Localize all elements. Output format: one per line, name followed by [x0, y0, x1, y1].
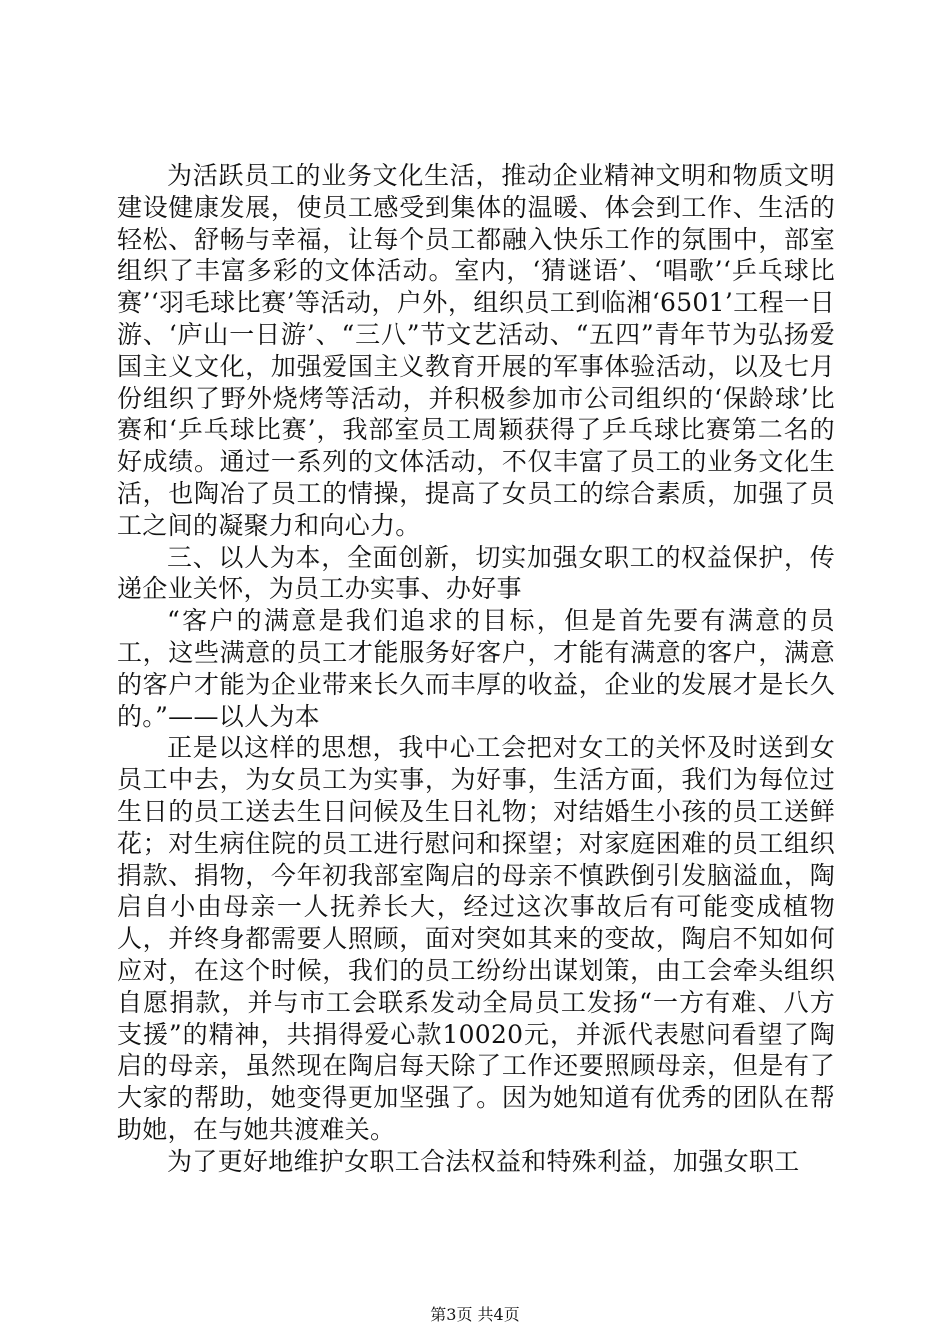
document-body: [117, 160, 835, 1178]
section-heading-three: 三、以人为本，全面创新，切实加强女职工的权益保护，传递企业关怀，为员工办实事、办好事: [117, 542, 835, 604]
paragraph-care: 正是以这样的思想，我中心工会把对女工的关怀及时送到女员工中去，为女员工为实事，为好事，生活方面，我们为每位过生日的员工送去生日问候及生日礼物；对结婚生小孩的员工送鲜花；对生病住院的员工进行慰问和探望；对家庭困难的员工组织捐款、捐物，今年初我部室陶启的母亲不慎跌倒引发脑溢血，陶启自小由母亲一人抚养长大，经过这次事故后有可能变成植物人，并终身都需要人照顾，面对突如其来的变故，陶启不知如何应对，在这个时候，我们的员工纷纷出谋划策，由工会牵头组织自愿捐款，并与市工会联系发动全局员工发扬“一方有难、八方支援”的精神，共捐得爱心款10020元，并派代表慰问看望了陶启的母亲，虽然现在陶启每天除了工作还要照顾母亲，但是有了大家的帮助，她变得更加坚强了。因为她知道有优秀的团队在帮助她，在与她共渡难关。: [117, 733, 835, 1144]
paragraph-activities: 为活跃员工的业务文化生活，推动企业精神文明和物质文明建设健康发展，使员工感受到集体的温暖、体会到工作、生活的轻松、舒畅与幸福，让每个员工都融入快乐工作的氛围中，部室组织了丰富多彩的文体活动。室内，‘猜谜语’、‘唱歌’‘乒乓球比赛’‘羽毛球比赛’等活动，户外，组织员工到临湘‘6501’工程一日游、‘庐山一日游’、“三八”节文艺活动、“五四”青年节为弘扬爱国主义文化，加强爱国主义教育开展的军事体验活动，以及七月份组织了野外烧烤等活动，并积极参加市公司组织的‘保龄球’比赛和‘乒乓球比赛’，我部室员工周颖获得了乒乓球比赛第二名的好成绩。通过一系列的文体活动，不仅丰富了员工的业务文化生活，也陶冶了员工的情操，提高了女员工的综合素质，加强了员工之间的凝聚力和向心力。: [117, 161, 835, 540]
page-number-footer: 第3页 共4页: [430, 1305, 520, 1324]
paragraph-rights: 为了更好地维护女职工合法权益和特殊利益，加强女职工: [167, 1146, 800, 1176]
paragraph-quote: “客户的满意是我们追求的目标，但是首先要有满意的员工，这些满意的员工才能服务好客户，才能有满意的客户，满意的客户才能为企业带来长久而丰厚的收益，企业的发展才是长久的。”——以人为本: [117, 606, 835, 731]
